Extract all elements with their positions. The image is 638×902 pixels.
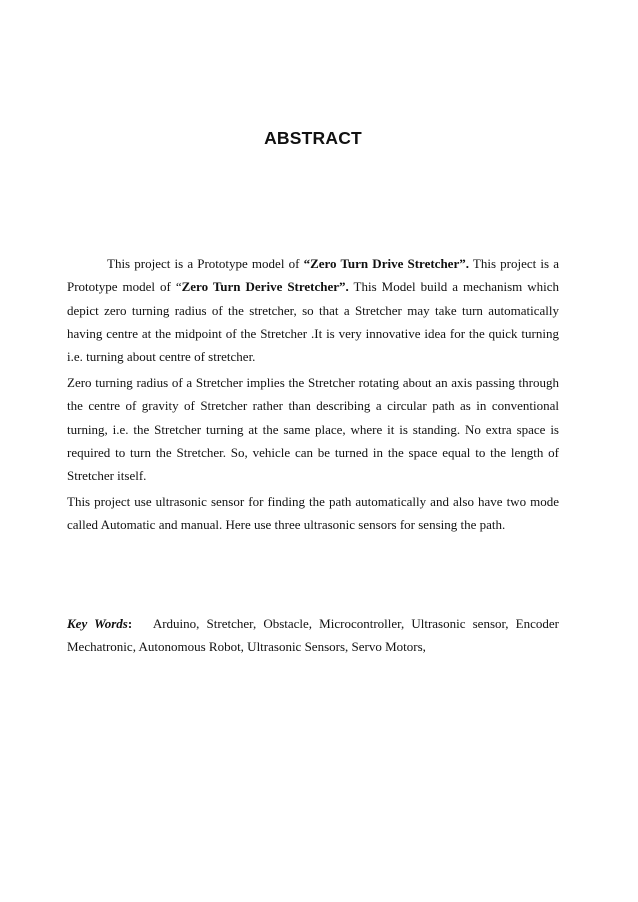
keywords-paragraph: [67, 612, 563, 659]
abstract-paragraph-3: This project use ultrasonic sensor for finding the path automatically and also have two mode called Automatic and manual. Here use three ultrasonic sensors for sensing the path.: [67, 494, 559, 533]
keywords-colon: :: [127, 616, 133, 631]
keywords-text: Arduino, Stretcher, Obstacle, Microcontroller, Ultrasonic sensor, Encoder Mechatronic, Autonomous Robot, Ultrasonic Sensors, Servo Motors,: [67, 616, 563, 655]
paragraph-text: This project is a Prototype model of: [107, 256, 304, 271]
abstract-paragraph-2: Zero turning radius of a Stretcher implies the Stretcher rotating about an axis passing through the centre of gravity of Stretcher rather than describing a circular path as in conventional turning, i.e. the Stretcher turning at the same place, where it is standing. No extra space is required to turn the Stretcher. So, vehicle can be turned in the space equal to the length of Stretcher itself.: [67, 375, 559, 484]
paragraph-text: This project is a Prototype model of “: [67, 256, 559, 295]
keywords-label: Key Words: [67, 616, 128, 631]
abstract-paragraph-1: [67, 252, 559, 368]
page-title: ABSTRACT: [264, 128, 362, 148]
project-name-bold: Zero Turn Derive Stretcher”.: [181, 279, 349, 295]
project-name-bold: “Zero Turn Drive Stretcher”.: [303, 256, 469, 271]
paragraph-text: This Model build a mechanism which depict zero turning radius of the stretcher, so that a Stretcher may take turn automatically having centre at the midpoint of the Stretcher .It is very innovative idea for the quick turning i.e. turning about centre of stretcher.: [67, 279, 559, 365]
